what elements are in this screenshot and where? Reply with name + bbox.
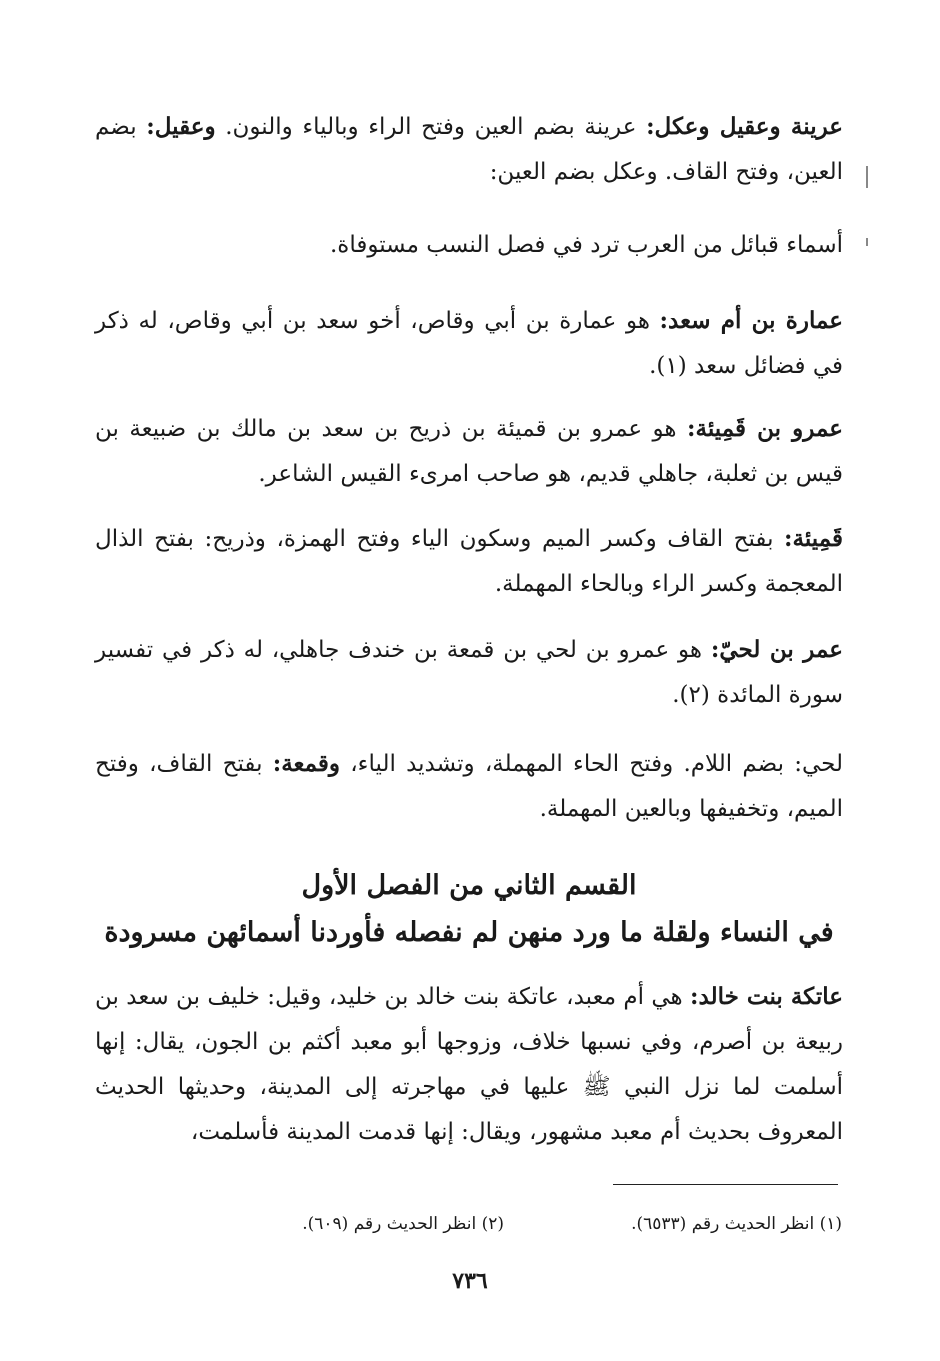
entry-body: عرينة بضم العين وفتح الراء وبالياء والنون. xyxy=(215,114,647,140)
section-heading-line1: القسم الثاني من الفصل الأول xyxy=(301,870,637,901)
footnote-1: (١) انظر الحديث رقم (٦٥٣٣). xyxy=(631,1214,842,1234)
entry-body: بفتح القاف وكسر الميم وسكون الياء وفتح الهمزة، وذريح: بفتح الذال المعجمة وكسر الراء وبالحاء المهملة. xyxy=(95,526,843,597)
paragraph-atika xyxy=(95,974,843,1155)
footnote-separator xyxy=(613,1184,838,1185)
section-heading xyxy=(95,862,843,956)
paragraph-umara xyxy=(95,298,843,389)
entry-body-secondary: بضم العين، وفتح القاف. وعكل بضم العين: xyxy=(95,114,843,185)
entry-head: عرينة وعقيل وعكل: xyxy=(646,113,844,140)
paragraph-amr-luhayy xyxy=(95,627,843,718)
footnote-2: (٢) انظر الحديث رقم (٦٠٩). xyxy=(302,1214,504,1234)
paragraph-amr-qamia xyxy=(95,406,843,497)
paragraph-qamia xyxy=(95,516,843,607)
entry-body: لحي: بضم اللام. وفتح الحاء المهملة، وتشديد الياء، xyxy=(340,751,844,777)
entry-head-secondary: وقمعة: xyxy=(272,750,341,777)
entry-body: هو عمرو بن قميئة بن ذريح بن سعد بن مالك بن ضبيعة بن قيس بن ثعلبة، جاهلي قديم، هو صاحب امرىء القيس الشاعر. xyxy=(95,416,843,487)
margin-mark xyxy=(866,238,868,246)
paragraph-urayna xyxy=(95,104,843,195)
entry-head: عمر بن لحيّ: xyxy=(710,636,843,663)
paragraph-luhayy xyxy=(95,741,843,832)
section-heading-line2: في النساء ولقلة ما ورد منهن لم نفصله فأوردنا أسمائهن مسرودة xyxy=(104,917,834,948)
entry-head: قَمِيئة: xyxy=(784,525,843,552)
entry-body: هي أم معبد، عاتكة بنت خالد بن خليد، وقيل: خليف بن سعد بن ربيعة بن أصرم، وفي نسبها خلاف، وزوجها أبو معبد أكثم بن الجون، يقال: إنها أسلمت لما نزل النبي ﷺ عليها في مهاجرته إلى المدينة، وحديثها الحديث المعروف بحديث أم معبد مشهور، ويقال: إنها قدمت المدينة فأسلمت، xyxy=(95,984,843,1145)
entry-head-secondary: وعقيل: xyxy=(146,113,216,140)
entry-head: عمرو بن قَمِيئة: xyxy=(687,415,843,442)
entry-head: عاتكة بنت خالد: xyxy=(690,983,844,1010)
paragraph-tribes xyxy=(95,222,843,268)
margin-mark xyxy=(866,166,868,188)
entry-body-secondary: بفتح القاف، وفتح الميم، وتخفيفها وبالعين المهملة. xyxy=(95,751,843,822)
entry-body: هو عمرو بن لحي بن قمعة بن خندف جاهلي، له ذكر في تفسير سورة المائدة (٢). xyxy=(95,637,843,708)
entry-body: هو عمارة بن أبي وقاص، أخو سعد بن أبي وقاص، له ذكر في فضائل سعد (١). xyxy=(95,308,843,379)
entry-body: أسماء قبائل من العرب ترد في فصل النسب مستوفاة. xyxy=(329,232,843,258)
page-number: ٧٣٦ xyxy=(452,1268,488,1294)
entry-head: عمارة بن أم سعد: xyxy=(659,307,843,334)
